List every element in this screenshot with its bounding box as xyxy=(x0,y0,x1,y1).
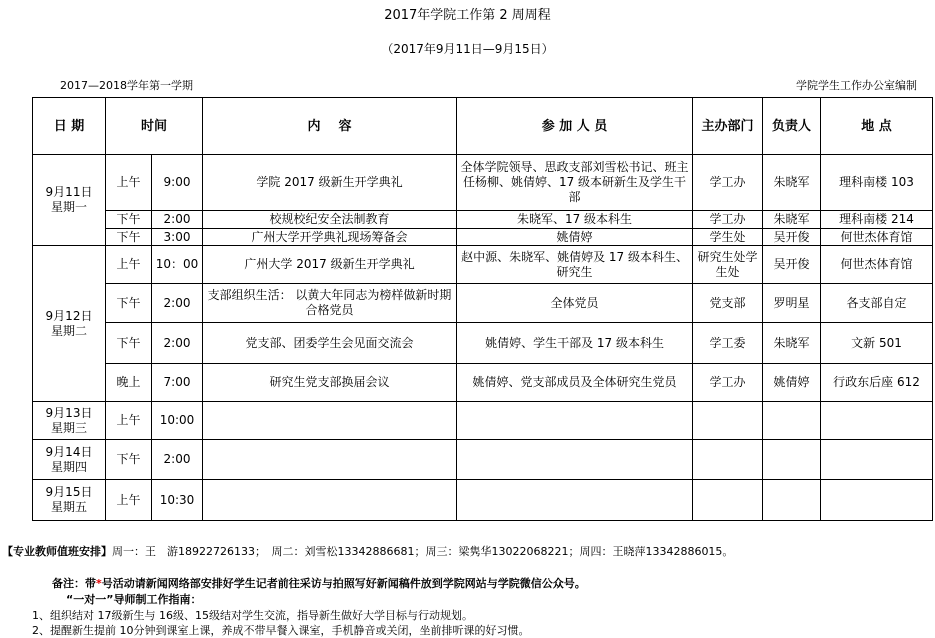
schedule-table xyxy=(32,97,933,521)
location-cell xyxy=(821,440,933,480)
col-header-time: 时间 xyxy=(106,98,203,155)
duty-schedule xyxy=(2,543,733,559)
content-cell: 广州大学开学典礼现场筹备会 xyxy=(203,229,457,246)
dept-cell: 学工委 xyxy=(693,323,763,364)
table-header-row xyxy=(33,98,933,155)
time-cell: 2:00 xyxy=(152,323,203,364)
col-header-dept: 主办部门 xyxy=(693,98,763,155)
participants-cell: 全体党员 xyxy=(457,284,693,323)
table-row xyxy=(33,323,933,364)
participants-cell xyxy=(457,440,693,480)
dept-cell: 学工办 xyxy=(693,364,763,402)
dept-cell xyxy=(693,480,763,521)
col-header-person: 负责人 xyxy=(763,98,821,155)
period-cell: 上午 xyxy=(106,155,152,211)
time-cell: 2:00 xyxy=(152,284,203,323)
time-cell: 2:00 xyxy=(152,440,203,480)
location-cell: 行政东后座 612 xyxy=(821,364,933,402)
location-cell xyxy=(821,402,933,440)
participants-cell: 朱晓军、17 级本科生 xyxy=(457,211,693,229)
period-cell: 下午 xyxy=(106,229,152,246)
location-cell: 理科南楼 214 xyxy=(821,211,933,229)
table-row xyxy=(33,480,933,521)
location-cell xyxy=(821,480,933,521)
content-cell xyxy=(203,480,457,521)
dept-cell xyxy=(693,402,763,440)
table-row xyxy=(33,364,933,402)
time-cell: 3:00 xyxy=(152,229,203,246)
col-header-participants: 参 加 人 员 xyxy=(457,98,693,155)
participants-cell xyxy=(457,480,693,521)
period-cell: 上午 xyxy=(106,480,152,521)
date-cell: 9月11日 星期一 xyxy=(33,155,106,246)
person-cell: 吴开俊 xyxy=(763,246,821,284)
participants-cell: 姚倩婷、学生干部及 17 级本科生 xyxy=(457,323,693,364)
time-cell: 10:30 xyxy=(152,480,203,521)
guide-title: “一对一”导师制工作指南： xyxy=(66,593,202,606)
col-header-content: 内 容 xyxy=(203,98,457,155)
participants-cell: 赵中源、朱晓军、姚倩婷及 17 级本科生、研究生 xyxy=(457,246,693,284)
remark-text: 号活动请新闻网络部安排好学生记者前往采访与拍照写好新闻稿件放到学院网站与学院微信公众号。 xyxy=(101,577,586,590)
content-cell: 校规校纪安全法制教育 xyxy=(203,211,457,229)
date-cell: 9月12日 星期二 xyxy=(33,246,106,402)
location-cell: 文新 501 xyxy=(821,323,933,364)
semester-label: 2017—2018学年第一学期 xyxy=(60,79,193,92)
participants-cell xyxy=(457,402,693,440)
period-cell: 下午 xyxy=(106,211,152,229)
location-cell: 各支部自定 xyxy=(821,284,933,323)
time-cell: 10：00 xyxy=(152,246,203,284)
location-cell: 理科南楼 103 xyxy=(821,155,933,211)
content-cell: 研究生党支部换届会议 xyxy=(203,364,457,402)
table-row xyxy=(33,246,933,284)
participants-cell: 姚倩婷 xyxy=(457,229,693,246)
dept-cell xyxy=(693,440,763,480)
person-cell xyxy=(763,402,821,440)
time-cell: 7:00 xyxy=(152,364,203,402)
guide-tip: 2、提醒新生提前 10分钟到课室上课，养成不带早餐入课室，手机静音或关闭，坐前排听课的好习惯。 xyxy=(32,624,530,637)
content-cell xyxy=(203,402,457,440)
remark-note xyxy=(52,575,586,591)
period-cell: 上午 xyxy=(106,402,152,440)
col-header-date: 日 期 xyxy=(33,98,106,155)
period-cell: 下午 xyxy=(106,323,152,364)
date-range: （2017年9月11日—9月15日） xyxy=(381,42,554,56)
date-cell: 9月15日 星期五 xyxy=(33,480,106,521)
time-cell: 10:00 xyxy=(152,402,203,440)
dept-cell: 党支部 xyxy=(693,284,763,323)
content-cell xyxy=(203,440,457,480)
time-cell: 9:00 xyxy=(152,155,203,211)
location-cell: 何世杰体育馆 xyxy=(821,246,933,284)
col-header-location: 地 点 xyxy=(821,98,933,155)
participants-cell: 姚倩婷、党支部成员及全体研究生党员 xyxy=(457,364,693,402)
period-cell: 下午 xyxy=(106,284,152,323)
period-cell: 下午 xyxy=(106,440,152,480)
duty-text: 周一：王 游18922726133； 周二：刘雪松13342886681；周三：梁隽华13022068221；周四：王晓萍13342886015。 xyxy=(112,545,734,558)
dept-cell: 学工办 xyxy=(693,211,763,229)
page-title: 2017年学院工作第 2 周周程 xyxy=(384,8,551,23)
person-cell xyxy=(763,480,821,521)
content-cell: 支部组织生活： 以黄大年同志为榜样做新时期合格党员 xyxy=(203,284,457,323)
table-row xyxy=(33,229,933,246)
person-cell xyxy=(763,440,821,480)
dept-cell: 学工办 xyxy=(693,155,763,211)
duty-label: 【专业教师值班安排】 xyxy=(2,545,112,558)
remark-prefix: 备注：带 xyxy=(52,577,96,590)
content-cell: 学院 2017 级新生开学典礼 xyxy=(203,155,457,211)
table-row xyxy=(33,284,933,323)
table-row xyxy=(33,155,933,211)
guide-tip: 1、组织结对 17级新生与 16级、15级结对学生交流，指导新生做好大学目标与行动规划。 xyxy=(32,609,473,622)
date-cell: 9月14日 星期四 xyxy=(33,440,106,480)
person-cell: 朱晓军 xyxy=(763,323,821,364)
table-row xyxy=(33,211,933,229)
person-cell: 朱晓军 xyxy=(763,155,821,211)
person-cell: 朱晓军 xyxy=(763,211,821,229)
date-cell: 9月13日 星期三 xyxy=(33,402,106,440)
content-cell: 党支部、团委学生会见面交流会 xyxy=(203,323,457,364)
compiled-by-label: 学院学生工作办公室编制 xyxy=(796,79,917,92)
period-cell: 上午 xyxy=(106,246,152,284)
location-cell: 何世杰体育馆 xyxy=(821,229,933,246)
person-cell: 吴开俊 xyxy=(763,229,821,246)
remark-star: * xyxy=(96,577,102,590)
dept-cell: 研究生处学生处 xyxy=(693,246,763,284)
participants-cell: 全体学院领导、思政支部刘雪松书记、班主任杨柳、姚倩婷、17 级本研新生及学生干部 xyxy=(457,155,693,211)
table-row xyxy=(33,402,933,440)
time-cell: 2:00 xyxy=(152,211,203,229)
dept-cell: 学生处 xyxy=(693,229,763,246)
period-cell: 晚上 xyxy=(106,364,152,402)
content-cell: 广州大学 2017 级新生开学典礼 xyxy=(203,246,457,284)
table-row xyxy=(33,440,933,480)
person-cell: 罗明星 xyxy=(763,284,821,323)
person-cell: 姚倩婷 xyxy=(763,364,821,402)
